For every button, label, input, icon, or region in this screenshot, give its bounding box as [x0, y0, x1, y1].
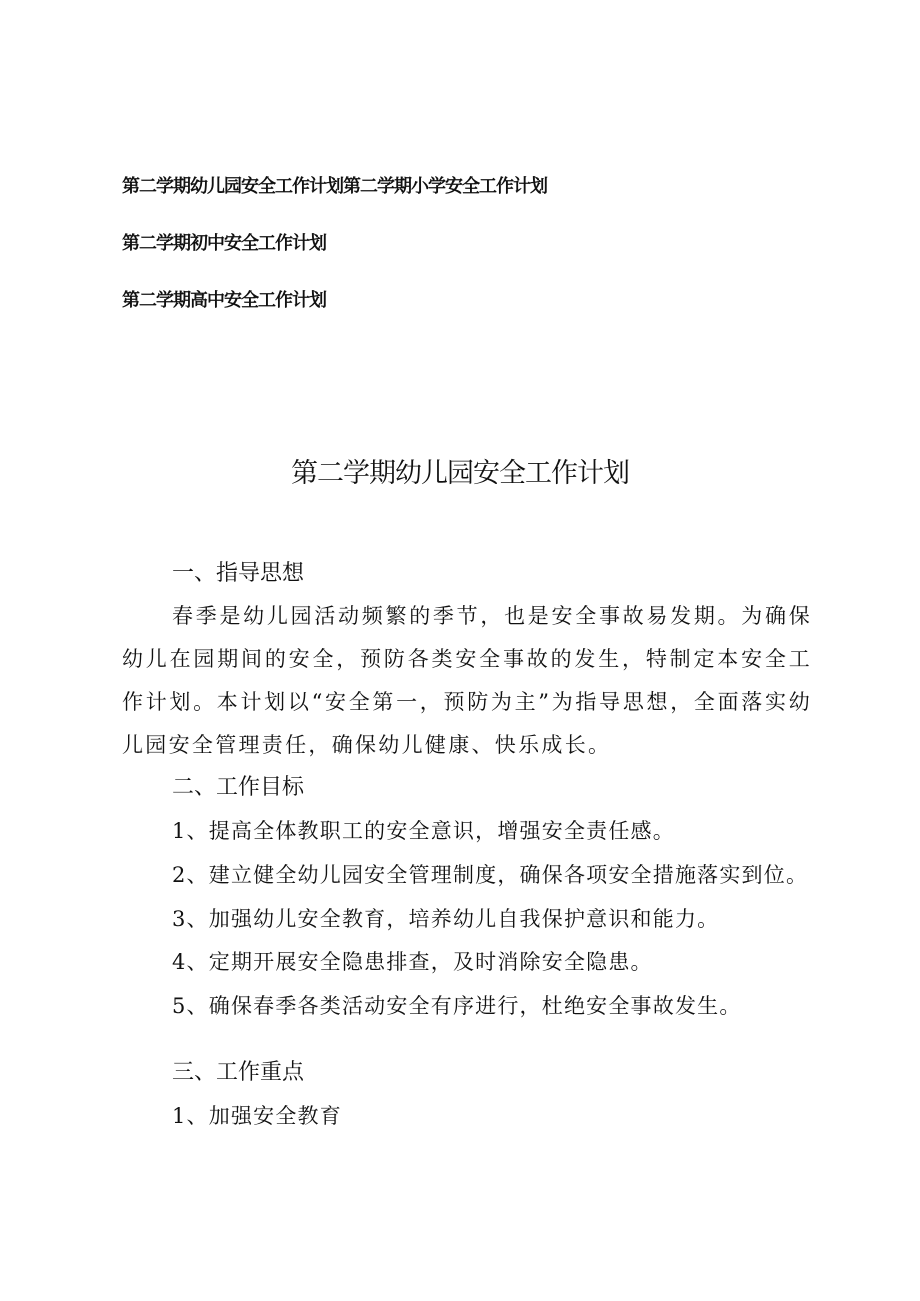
section-paragraph: 春季是幼儿园活动频繁的季节，也是安全事故易发期。为确保幼儿在园期间的安全，预防各类安全事故的发生，特制定本安全工作计划。本计划以“安全第一，预防为主”为指导思想，全面落实幼儿园安全管理责任，确保幼儿健康、快乐成长。: [122, 604, 812, 757]
toc-line: 第二学期高中安全工作计划: [122, 290, 326, 311]
toc-line: 第二学期幼儿园安全工作计划第二学期小学安全工作计划: [122, 176, 547, 197]
list-item: 1、提高全体教职工的安全意识，增强安全责任感。: [172, 819, 675, 843]
list-item: 3、加强幼儿安全教育，培养幼儿自我保护意识和能力。: [172, 907, 720, 931]
section-heading: 三、工作重点: [172, 1060, 305, 1085]
section-heading: 二、工作目标: [172, 775, 305, 800]
list-item: 4、定期开展安全隐患排查，及时消除安全隐患。: [172, 950, 653, 974]
toc-line: 第二学期初中安全工作计划: [122, 233, 326, 254]
list-item: 2、建立健全幼儿园安全管理制度，确保各项安全措施落实到位。: [172, 863, 809, 887]
list-item: 5、确保春季各类活动安全有序进行，杜绝安全事故发生。: [172, 994, 742, 1018]
list-item: 1、加强安全教育: [172, 1104, 342, 1128]
document-title: 第二学期幼儿园安全工作计划: [291, 458, 629, 489]
section-heading: 一、指导思想: [172, 561, 305, 586]
